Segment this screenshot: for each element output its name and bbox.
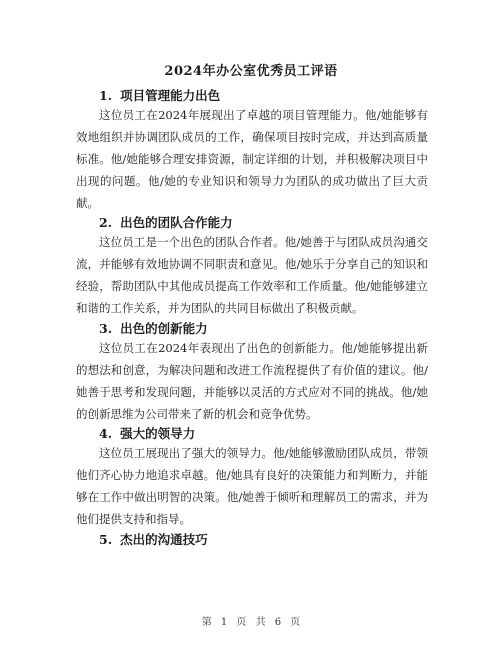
- section-title: 项目管理能力出色: [120, 88, 221, 103]
- page-footer: 第 1 页 共 6 页: [201, 617, 301, 628]
- section-heading-5: [99, 530, 208, 548]
- section-title: 杰出的沟通技巧: [120, 532, 208, 547]
- section-body-4: 这位员工展现出了强大的领导力。他/她能够激励团队成员，带领他们齐心协力地追求卓越。他/她具有良好的决策能力和判断力，并能够在工作中做出明智的决策。他/她善于倾听和理解员工的需求，并为他们提供支持和指导。: [76, 446, 428, 526]
- section-number: 4.: [99, 426, 113, 441]
- section-number: 1.: [99, 88, 113, 103]
- section-heading-3: [99, 319, 208, 337]
- section-title: 出色的团队合作能力: [120, 215, 233, 230]
- document-title: 2024年办公室优秀员工评语: [164, 64, 338, 79]
- section-number: 5.: [99, 532, 113, 547]
- section-heading-4: [99, 424, 195, 442]
- section-body-1: 这位员工在2024年展现出了卓越的项目管理能力。他/她能够有效地组织并协调团队成员的工作，确保项目按时完成，并达到高质量标准。他/她能够合理安排资源，制定详细的计划，并积极解决项目中出现的问题。他/她的专业知识和领导力为团队的成功做出了巨大贡献。: [76, 108, 428, 210]
- section-body-3: 这位员工在2024年表现出了出色的创新能力。他/她能够提出新的想法和创意，为解决问题和改进工作流程提供了有价值的建议。他/她善于思考和发现问题，并能够以灵活的方式应对不同的挑战。他/她的创新思维为公司带来了新的机会和竞争优势。: [76, 341, 428, 421]
- section-title: 强大的领导力: [120, 426, 196, 441]
- section-heading-1: [99, 86, 220, 104]
- section-body-2: 这位员工是一个出色的团队合作者。他/她善于与团队成员沟通交流，并能够有效地协调不同职责和意见。他/她乐于分享自己的知识和经验，帮助团队中其他成员提高工作效率和工作质量。他/她能够建立和谐的工作关系，并为团队的共同目标做出了积极贡献。: [76, 235, 428, 315]
- section-title: 出色的创新能力: [120, 321, 208, 336]
- section-heading-2: [99, 213, 233, 231]
- section-number: 2.: [99, 215, 113, 230]
- section-number: 3.: [99, 321, 113, 336]
